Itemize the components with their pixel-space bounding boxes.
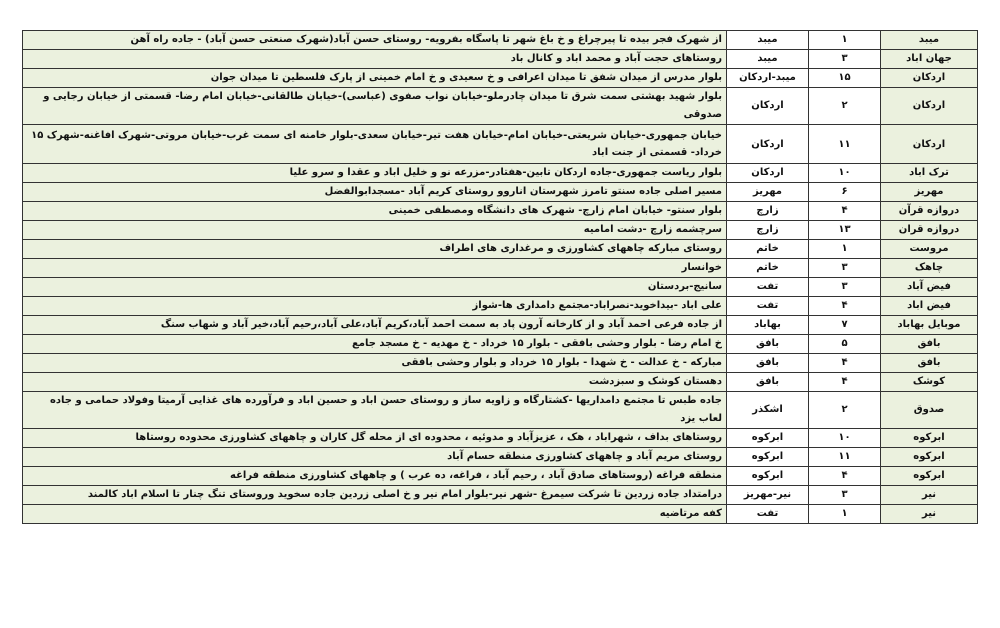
county-cell: ابرکوه <box>727 467 809 486</box>
number-cell: ۱ <box>809 505 881 524</box>
area-cell: سرچشمه زارچ -دشت امامیه <box>23 221 727 240</box>
number-cell: ۳ <box>809 259 881 278</box>
area-cell: روستاهای حجت آباد و محمد اباد و کانال باد <box>23 50 727 69</box>
area-cell: از شهرک فجر بیده تا پیرچراغ و خ باغ شهر تا پاسگاه بفرویه- روستای حسن آباد(شهرک صنعتی حسن آباد) - جاده راه آهن <box>23 31 727 50</box>
area-cell: کفه مرتاضیه <box>23 505 727 524</box>
number-cell: ۱ <box>809 240 881 259</box>
area-cell: مسیر اصلی جاده سنتو تامرز شهرستان اناروو روستای کریم آباد -مسجدابوالفضل <box>23 183 727 202</box>
table-row <box>23 259 978 278</box>
area-cell: خیابان جمهوری-خیابان شریعتی-خیابان امام-خیابان هفت تیر-خیابان سعدی-بلوار خامنه ای سمت غرب-خیابان مروتی-شهرک افاغنه-شهرک ۱۵ خرداد- قسمتی از جنت اباد <box>23 125 727 164</box>
area-cell: بلوار سنتو- خیابان امام زارچ- شهرک های دانشگاه ومصطفی خمینی <box>23 202 727 221</box>
number-cell: ۲ <box>809 392 881 429</box>
table-row <box>23 448 978 467</box>
county-cell: اردکان <box>727 88 809 125</box>
county-cell: تفت <box>727 297 809 316</box>
table-row <box>23 505 978 524</box>
city-cell: اردکان <box>881 125 978 164</box>
number-cell: ۳ <box>809 50 881 69</box>
number-cell: ۱۰ <box>809 429 881 448</box>
table-row <box>23 278 978 297</box>
number-cell: ۵ <box>809 335 881 354</box>
county-cell: ابرکوه <box>727 448 809 467</box>
city-cell: چاهک <box>881 259 978 278</box>
city-cell: بافق <box>881 354 978 373</box>
area-cell: روستای مبارکه چاههای کشاورزی و مرغداری های اطراف <box>23 240 727 259</box>
city-cell: نیر <box>881 505 978 524</box>
city-cell: دروازه قران <box>881 221 978 240</box>
table-row <box>23 486 978 505</box>
city-cell: کوشک <box>881 373 978 392</box>
city-cell: دروازه قرآن <box>881 202 978 221</box>
city-cell: مهریز <box>881 183 978 202</box>
county-cell: اردکان <box>727 164 809 183</box>
city-cell: اردکان <box>881 69 978 88</box>
county-cell: مهریز <box>727 183 809 202</box>
table-row <box>23 240 978 259</box>
table-row <box>23 202 978 221</box>
county-cell: میبد-اردکان <box>727 69 809 88</box>
county-cell: بافق <box>727 335 809 354</box>
number-cell: ۴ <box>809 202 881 221</box>
county-cell: بافق <box>727 373 809 392</box>
table-row <box>23 373 978 392</box>
number-cell: ۴ <box>809 373 881 392</box>
number-cell: ۴ <box>809 354 881 373</box>
county-cell: میبد <box>727 50 809 69</box>
city-cell: جهان اباد <box>881 50 978 69</box>
area-cell: بلوار ریاست جمهوری-جاده اردکان تابین-هفتادر-مزرعه نو و خلیل اباد و عقدا و سرو علیا <box>23 164 727 183</box>
county-cell: زارچ <box>727 221 809 240</box>
city-cell: فیض آباد <box>881 278 978 297</box>
area-cell: بلوار شهید بهشتی سمت شرق تا میدان چادرملو-خیابان نواب صفوی (عباسی)-خیابان طالقانی-خیابان امام رضا- قسمتی از خیابان رجایی و صدوقی <box>23 88 727 125</box>
number-cell: ۶ <box>809 183 881 202</box>
area-cell: مبارکه - خ عدالت - خ شهدا - بلوار ۱۵ خرداد و بلوار وحشی بافقی <box>23 354 727 373</box>
area-cell: دهستان کوشک و سبزدشت <box>23 373 727 392</box>
number-cell: ۳ <box>809 278 881 297</box>
table-row <box>23 354 978 373</box>
area-cell: علی اباد -بیداخوید-نصراباد-مجتمع دامداری ها-شواز <box>23 297 727 316</box>
area-cell: خوانسار <box>23 259 727 278</box>
county-cell: نیر-مهریز <box>727 486 809 505</box>
area-cell: منطقه فراغه (روستاهای صادق آباد ، رحیم آباد ، فراغه، ده عرب ) و چاههای کشاورزی منطقه فراغه <box>23 467 727 486</box>
area-cell: درامتداد جاده زردین تا شرکت سیمرغ -شهر نیر-بلوار امام نیر و خ اصلی زردین جاده سخوید وروستای تنگ چنار تا اسلام اباد کالمند <box>23 486 727 505</box>
county-cell: میبد <box>727 31 809 50</box>
county-cell: تفت <box>727 278 809 297</box>
city-cell: ابرکوه <box>881 429 978 448</box>
county-cell: اشکذر <box>727 392 809 429</box>
number-cell: ۱۱ <box>809 448 881 467</box>
table-row <box>23 50 978 69</box>
city-cell: ابرکوه <box>881 448 978 467</box>
county-cell: ابرکوه <box>727 429 809 448</box>
number-cell: ۴ <box>809 467 881 486</box>
table-row <box>23 183 978 202</box>
table-row <box>23 467 978 486</box>
city-cell: اردکان <box>881 88 978 125</box>
county-cell: خاتم <box>727 240 809 259</box>
city-cell: نیر <box>881 486 978 505</box>
number-cell: ۱۰ <box>809 164 881 183</box>
number-cell: ۱۳ <box>809 221 881 240</box>
area-cell: بلوار مدرس از میدان شفق تا میدان اعرافی و خ سعیدی و خ امام خمینی از پارک فلسطین تا میدان جوان <box>23 69 727 88</box>
table-body <box>23 31 978 524</box>
city-cell: ابرکوه <box>881 467 978 486</box>
number-cell: ۳ <box>809 486 881 505</box>
table-row <box>23 88 978 125</box>
number-cell: ۴ <box>809 297 881 316</box>
county-cell: اردکان <box>727 125 809 164</box>
city-cell: ترک اباد <box>881 164 978 183</box>
city-cell: صدوق <box>881 392 978 429</box>
county-cell: خاتم <box>727 259 809 278</box>
table-row <box>23 125 978 164</box>
area-cell: روستاهای بداف ، شهراباد ، هک ، عزیزآباد و مدوئیه ، محدوده ای از محله گل کاران و چاههای کشاورزی محدوده روستاها <box>23 429 727 448</box>
table-row <box>23 429 978 448</box>
table-row <box>23 392 978 429</box>
table-row <box>23 31 978 50</box>
city-cell: مروست <box>881 240 978 259</box>
table-row <box>23 164 978 183</box>
city-cell: موبایل بهاباد <box>881 316 978 335</box>
area-cell: از جاده فرعی احمد آباد و از کارخانه آرون پاد به سمت احمد آباد،کریم آباد،علی آباد،رحیم آباد،خیر آباد و شهاب سنگ <box>23 316 727 335</box>
number-cell: ۱۵ <box>809 69 881 88</box>
city-cell: بافق <box>881 335 978 354</box>
outage-schedule-table <box>22 30 978 524</box>
number-cell: ۷ <box>809 316 881 335</box>
area-cell: خ امام رضا - بلوار وحشی بافقی - بلوار ۱۵ خرداد - خ مهدیه - خ مسجد جامع <box>23 335 727 354</box>
area-cell: جاده طبس تا مجتمع دامداریها -کشتارگاه و زاویه ساز و روستای حسن اباد و حسین اباد و فرآورده های غذایی آرمیتا وفولاد حمامی و جاده لعاب یزد <box>23 392 727 429</box>
county-cell: بهاباد <box>727 316 809 335</box>
area-cell: سانیج-بردستان <box>23 278 727 297</box>
number-cell: ۱۱ <box>809 125 881 164</box>
table-row <box>23 69 978 88</box>
city-cell: میبد <box>881 31 978 50</box>
county-cell: تفت <box>727 505 809 524</box>
table-row <box>23 335 978 354</box>
county-cell: بافق <box>727 354 809 373</box>
number-cell: ۲ <box>809 88 881 125</box>
area-cell: روستای مریم آباد و چاههای کشاورزی منطقه حسام آباد <box>23 448 727 467</box>
table-row <box>23 221 978 240</box>
number-cell: ۱ <box>809 31 881 50</box>
table-row <box>23 297 978 316</box>
city-cell: فیض اباد <box>881 297 978 316</box>
county-cell: زارچ <box>727 202 809 221</box>
table-row <box>23 316 978 335</box>
